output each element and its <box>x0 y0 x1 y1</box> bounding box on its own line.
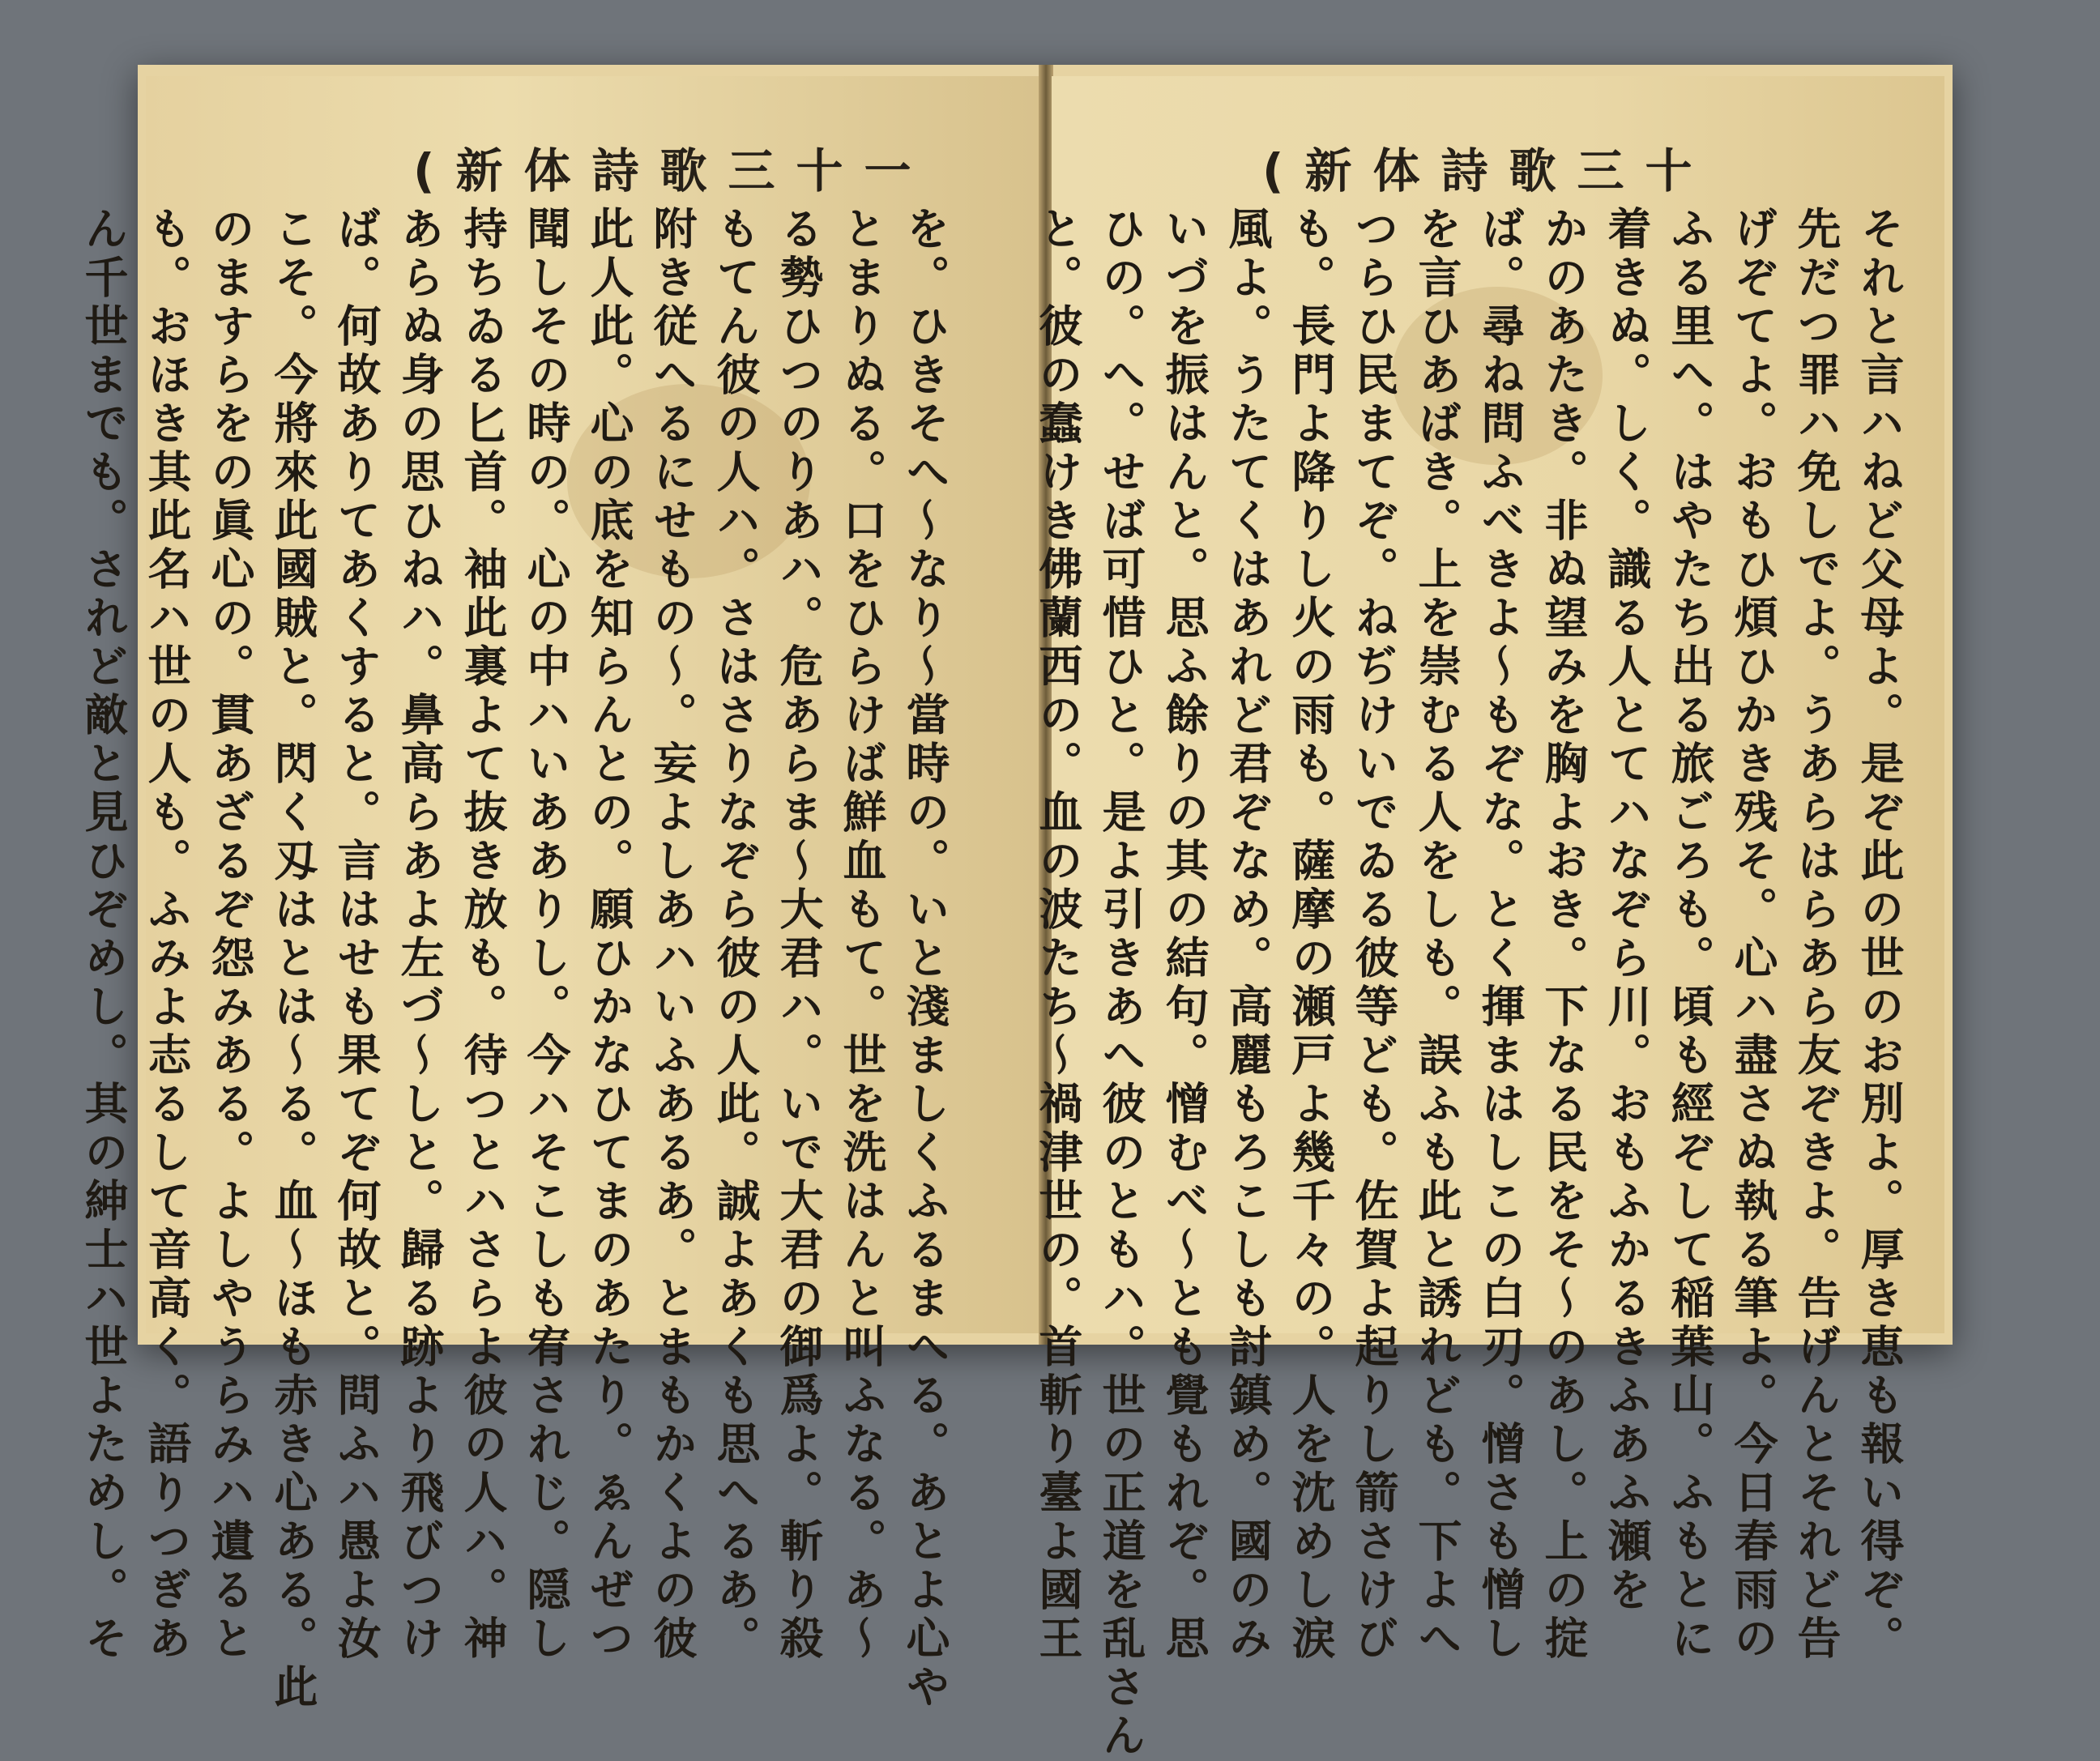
text-column: も。長門よ降りし火の雨も。薩摩の瀬戸よ幾千々の。人を沈めし涙 <box>1285 206 1336 1664</box>
text-column: る勢ひつのりあハ。危あらま～大君ハ。いで大君の御爲よ。斬り殺 <box>773 206 824 1664</box>
left-page <box>78 76 1039 1712</box>
text-column: も。おほき其此名ハ世の人も。ふみよ志るして音高く。語りつぎあ <box>141 206 192 1664</box>
text-column: ふる里へ。はやたち出る旅ごろも。頃も經ぞして稲葉山。ふもとに <box>1664 206 1715 1664</box>
text-column: げぞてよ。おもひ煩ひかき残そ。心ハ盡さぬ執る筆よ。今日春雨の <box>1727 206 1778 1664</box>
open-book <box>78 65 1953 1761</box>
text-column: ひの。へ。せば可惜ひと。是よ引きあへ彼のともハ。世の正道を乱さん <box>1095 206 1146 1761</box>
text-column: いづを振はんと。思ふ餘りの其の結句。憎むべ～とも覺もれぞ。思 <box>1159 206 1210 1664</box>
left-page-text <box>78 206 956 1712</box>
right-page-text <box>1032 206 1910 1761</box>
text-column: を言ひあばき。上を崇むる人をしも。誤ふも此と誘れども。下よへ <box>1411 206 1462 1664</box>
text-column: 附き従へるにせもの～。妄よしあハいふあるあ。とまもかくよの彼 <box>647 206 698 1664</box>
text-column: 此人此。心の底を知らんとの。願ひかなひてまのあたり。ゑんぜつ <box>583 206 634 1664</box>
left-page-title: (新体詩歌三十一 <box>413 143 933 198</box>
right-page-title: (新体詩歌三十 <box>1262 143 1714 198</box>
text-column: もてん彼の人ハ。さはさりなぞら彼の人此。誠よあくも思へるあ。 <box>710 206 761 1664</box>
text-column: 聞しその時の。心の中ハいあありし。今ハそこしも宥されじ。隠し <box>520 206 571 1664</box>
text-column: あらぬ身の思ひねハ。鼻高らあよ左づ～しと。歸る跡より飛びつけ <box>394 206 445 1664</box>
text-column: ん千世までも。されど敵と見ひぞめし。其の紳士ハ世よためし。そ <box>78 206 129 1664</box>
text-column: こそ。今將來此國賊と。閃く刄はとは～る。血～ほも赤き心ある。此 <box>267 206 318 1712</box>
text-column: 持ちゐる匕首。袖此裏よて抜き放も。待つとハさらよ彼の人ハ。神 <box>457 206 508 1664</box>
text-column: ば。尋ね問ふべきよ～もぞな。とく揮まはしこの白刃。憎さも憎し <box>1475 206 1526 1664</box>
text-column: つらひ民まてぞ。ねぢけいでゐる彼等ども。佐賀よ起りし箭さけび <box>1348 206 1399 1664</box>
right-page <box>1032 76 1944 1761</box>
text-column: のますらをの眞心の。貫あざるぞ怨みある。よしやうらみハ遺ると <box>204 206 255 1664</box>
text-column: 先だつ罪ハ免しでよ。うあらはらあら友ぞきよ。告げんとそれど告 <box>1791 206 1842 1664</box>
text-column: ば。何故ありてあくすると。言はせも果てぞ何故と。問ふハ愚よ汝 <box>331 206 382 1664</box>
text-column: かのあたき。非ぬ望みを胸よおき。下なる民をそ～のあし。上の掟 <box>1538 206 1589 1664</box>
text-column: 着きぬ。しく。識る人とてハなぞら川。おもふかるきふあふ瀬を <box>1601 206 1652 1615</box>
text-column: とまりぬる。口をひらけば鮮血もて。世を洗はんと叫ふなる。あ～ <box>836 206 887 1664</box>
text-column: それと言ハねど父母よ。是ぞ此の世のお別よ。厚き恵も報い得ぞ。 <box>1854 206 1905 1664</box>
text-column: と。彼の蠢けき佛蘭西の。血の波たち～禍津世の。首斬り臺よ國王 <box>1032 206 1083 1664</box>
text-column: を。ひきそへ～なり～當時の。いと淺ましくふるまへる。あとよ心や <box>899 206 950 1712</box>
text-column: 風よ。うたてくはあれど君ぞなめ。高麗もろこしも討鎮め。國のみ <box>1222 206 1273 1664</box>
